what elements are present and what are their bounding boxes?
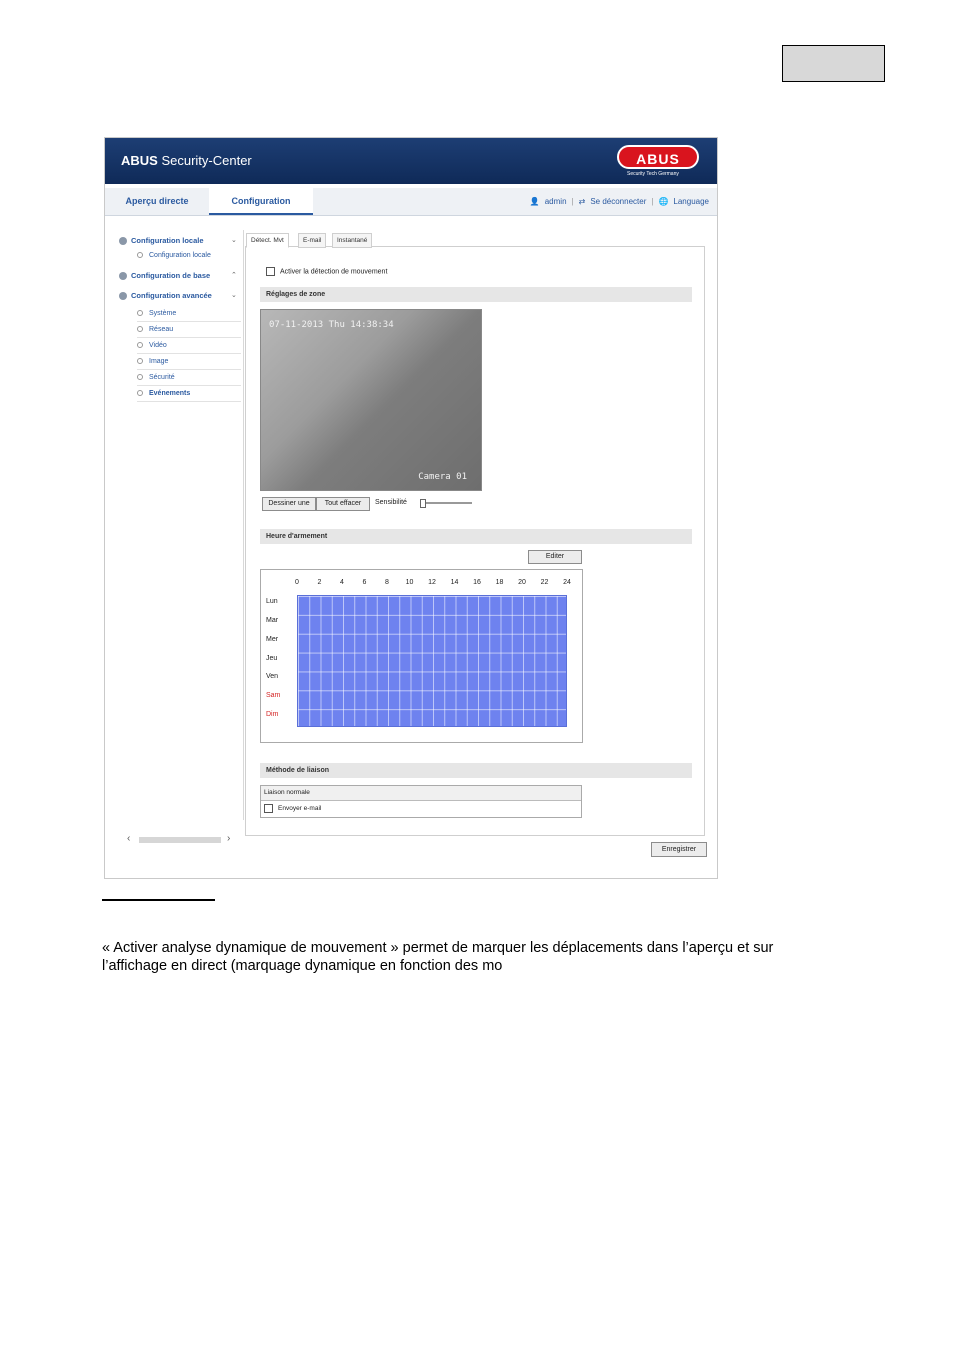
hour-tick-label: 4 xyxy=(340,579,344,586)
language-link[interactable]: Language xyxy=(673,197,709,206)
sidebar-advanced-config[interactable]: Configuration avancée xyxy=(119,291,212,300)
sidebar-item-image[interactable]: Image xyxy=(137,354,241,370)
sidebar xyxy=(115,230,244,820)
hour-tick-label: 2 xyxy=(317,579,322,586)
arming-schedule xyxy=(260,569,583,743)
chevron-down-icon[interactable]: ⌄ xyxy=(231,292,237,299)
paragraph-line-1: « Activer analyse dynamique de mouvement » permet de marquer les déplacements dans l’aperçu et sur xyxy=(102,940,774,956)
caption-underline xyxy=(102,899,215,901)
day-label: Ven xyxy=(266,673,279,681)
hour-tick-label: 14 xyxy=(450,579,459,586)
chevron-up-icon[interactable]: ⌃ xyxy=(231,272,237,279)
separator: | xyxy=(571,197,574,206)
user-bar xyxy=(530,197,709,206)
main-nav xyxy=(105,188,717,216)
hour-tick-label: 0 xyxy=(295,579,299,586)
hour-tick-label: 22 xyxy=(540,579,549,586)
monitor-icon xyxy=(119,237,127,245)
sensitivity-slider[interactable] xyxy=(420,502,472,504)
user-name: admin xyxy=(544,197,567,206)
hour-tick-label: 16 xyxy=(473,579,481,586)
user-icon: 👤 xyxy=(529,197,540,206)
app-title: ABUS Security-Center xyxy=(121,153,252,168)
sidebar-item-system[interactable]: Système xyxy=(137,306,241,322)
sidebar-item-security[interactable]: Sécurité xyxy=(137,370,241,386)
day-label: Sam xyxy=(266,692,281,700)
sidebar-basic-config[interactable]: Configuration de base xyxy=(119,271,210,280)
hour-tick-label: 12 xyxy=(428,579,436,586)
linkage-table xyxy=(260,785,582,818)
motion-detection-panel xyxy=(245,237,705,836)
draw-area-button[interactable]: Dessiner une xyxy=(262,497,316,511)
separator: | xyxy=(651,197,654,206)
sidebar-item-network[interactable]: Réseau xyxy=(137,322,241,338)
save-button[interactable]: Enregistrer xyxy=(651,842,707,857)
scroll-left-icon[interactable]: ‹ xyxy=(127,833,131,844)
app-banner xyxy=(105,138,717,184)
sidebar-item-video[interactable]: Vidéo xyxy=(137,338,241,354)
tab-email[interactable]: E-mail xyxy=(298,233,326,248)
logout-icon: ⇄ xyxy=(578,197,586,206)
tab-live-view[interactable]: Aperçu directe xyxy=(125,196,189,206)
day-label: Mer xyxy=(266,635,279,643)
arming-time-header: Heure d'armement xyxy=(260,529,692,544)
clear-all-button[interactable]: Tout effacer xyxy=(316,497,370,511)
hour-axis xyxy=(295,579,571,589)
wrench-icon xyxy=(119,292,127,300)
tab-snapshot[interactable]: Instantané xyxy=(332,233,372,248)
gear-icon xyxy=(119,272,127,280)
schedule-grid[interactable] xyxy=(297,595,567,727)
hour-tick-label: 8 xyxy=(385,579,389,586)
tab-motion-detect[interactable]: Détect. Mvt xyxy=(246,233,289,248)
sidebar-item-local-config[interactable]: Configuration locale xyxy=(137,248,241,263)
logout-link[interactable]: Se déconnecter xyxy=(590,197,647,206)
slider-handle[interactable] xyxy=(420,499,426,508)
camera-name: Camera 01 xyxy=(418,472,467,482)
description-paragraph xyxy=(102,939,862,975)
hour-tick-label: 18 xyxy=(495,579,504,586)
scroll-right-icon[interactable]: › xyxy=(227,833,231,844)
send-email-row[interactable]: Envoyer e-mail xyxy=(261,801,581,816)
camera-preview[interactable] xyxy=(260,309,482,491)
chevron-down-icon[interactable]: ⌄ xyxy=(231,237,237,244)
logo-tagline: Security Tech Germany xyxy=(627,171,679,177)
normal-linkage-header: Liaison normale xyxy=(261,786,581,801)
scrollbar-thumb[interactable] xyxy=(139,837,221,843)
abus-logo: ABUS xyxy=(617,145,699,169)
hour-tick-label: 20 xyxy=(518,579,526,586)
tab-configuration[interactable]: Configuration xyxy=(209,188,313,215)
sidebar-item-events[interactable]: Evénements xyxy=(137,386,241,402)
zone-settings-header: Réglages de zone xyxy=(260,287,692,302)
globe-icon: 🌐 xyxy=(658,197,669,206)
hour-tick-label: 6 xyxy=(362,579,367,586)
sidebar-scrollbar[interactable] xyxy=(119,835,239,844)
enable-motion-checkbox[interactable] xyxy=(266,267,275,276)
hour-tick-label: 10 xyxy=(405,579,414,586)
day-label: Lun xyxy=(266,598,278,605)
linkage-method-header: Méthode de liaison xyxy=(260,763,692,778)
camera-timestamp: 07-11-2013 Thu 14:38:34 xyxy=(269,320,394,330)
screenshot-frame xyxy=(104,137,718,879)
send-email-checkbox[interactable] xyxy=(264,804,273,813)
day-label: Mar xyxy=(266,616,279,624)
edit-schedule-button[interactable]: Editer xyxy=(528,550,582,564)
sensitivity-label: Sensibilité xyxy=(375,499,407,506)
day-label: Jeu xyxy=(266,654,278,662)
hour-tick-label: 24 xyxy=(563,579,571,586)
sidebar-local-config[interactable]: Configuration locale xyxy=(119,236,204,245)
enable-motion-row[interactable]: Activer la détection de mouvement xyxy=(266,267,387,276)
paragraph-line-2: l’affichage en direct (marquage dynamique en fonction des mo xyxy=(102,958,503,974)
day-label: Dim xyxy=(266,711,279,719)
page-number-box xyxy=(782,45,885,82)
